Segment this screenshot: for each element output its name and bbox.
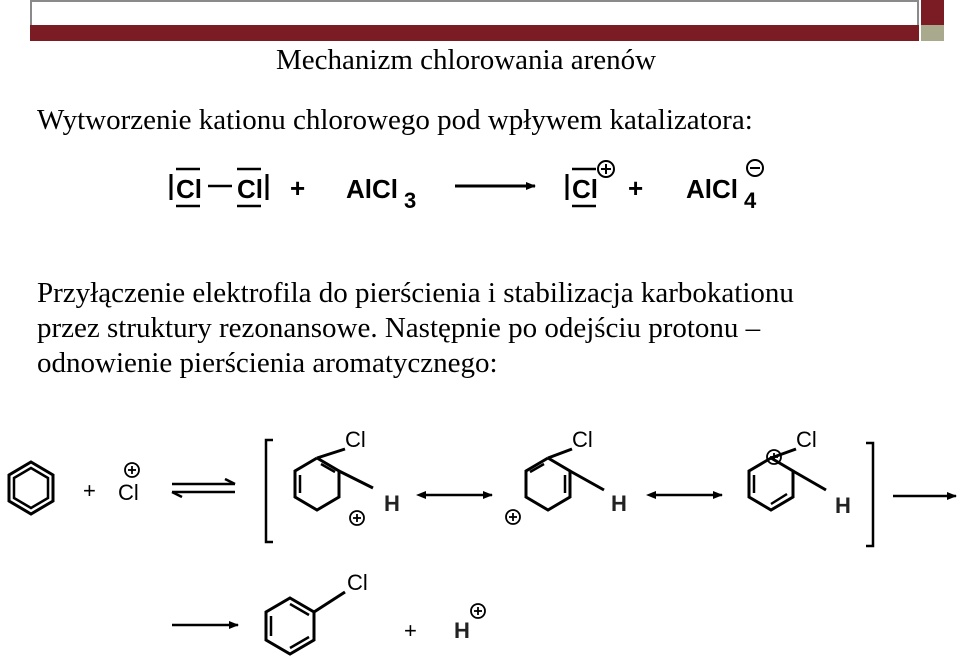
description-line-1: Przyłączenie elektrofila do pierścienia i stabilizacja karbokationu [37,277,794,309]
product-chlorine-label: Cl [347,570,368,595]
chlorine-label-1: Cl [345,427,366,452]
electrophile-label: Cl [118,480,139,505]
bracket-right [866,443,873,546]
benzene-reactant [9,462,53,514]
alcl3-formula: AlCl [346,174,398,204]
equilibrium-arrow [172,479,235,497]
plus-sign-3: + [83,478,96,503]
alcl3-subscript: 3 [404,188,417,213]
substitution-mechanism [9,427,956,654]
description-line-3: odnowienie pierścienia aromatycznego: [37,347,498,379]
sigma-complex-1 [295,449,373,510]
description-line-2: przez struktury rezonansowe. Następnie po odejściu protonu – [37,312,761,344]
sigma-complex-3 [749,449,826,510]
catalyst-reaction [171,160,763,213]
bracket-left [266,440,273,542]
cl2-atom-1: Cl [176,174,202,204]
chlorobenzene-product [266,592,345,654]
plus-sign-1: + [290,173,306,203]
plus-sign-2: + [628,173,644,203]
chlorine-label-2: Cl [572,427,593,452]
hydrogen-label-3: H [835,493,851,518]
plus-sign-4: + [404,618,417,643]
slide-title: Mechanizm chlorowania arenów [276,44,657,76]
proton-label: H [454,618,470,643]
chlorine-label-3: Cl [796,427,817,452]
cl2-atom-2: Cl [237,174,263,204]
chlorine-cation: Cl [572,174,598,204]
section-heading-catalyst: Wytworzenie kationu chlorowego pod wpływem katalizatora: [37,104,753,136]
sigma-complex-2 [526,449,604,510]
alcl4-formula: AlCl [686,174,738,204]
alcl4-subscript: 4 [744,188,757,213]
hydrogen-label-2: H [611,491,627,516]
hydrogen-label-1: H [384,491,400,516]
